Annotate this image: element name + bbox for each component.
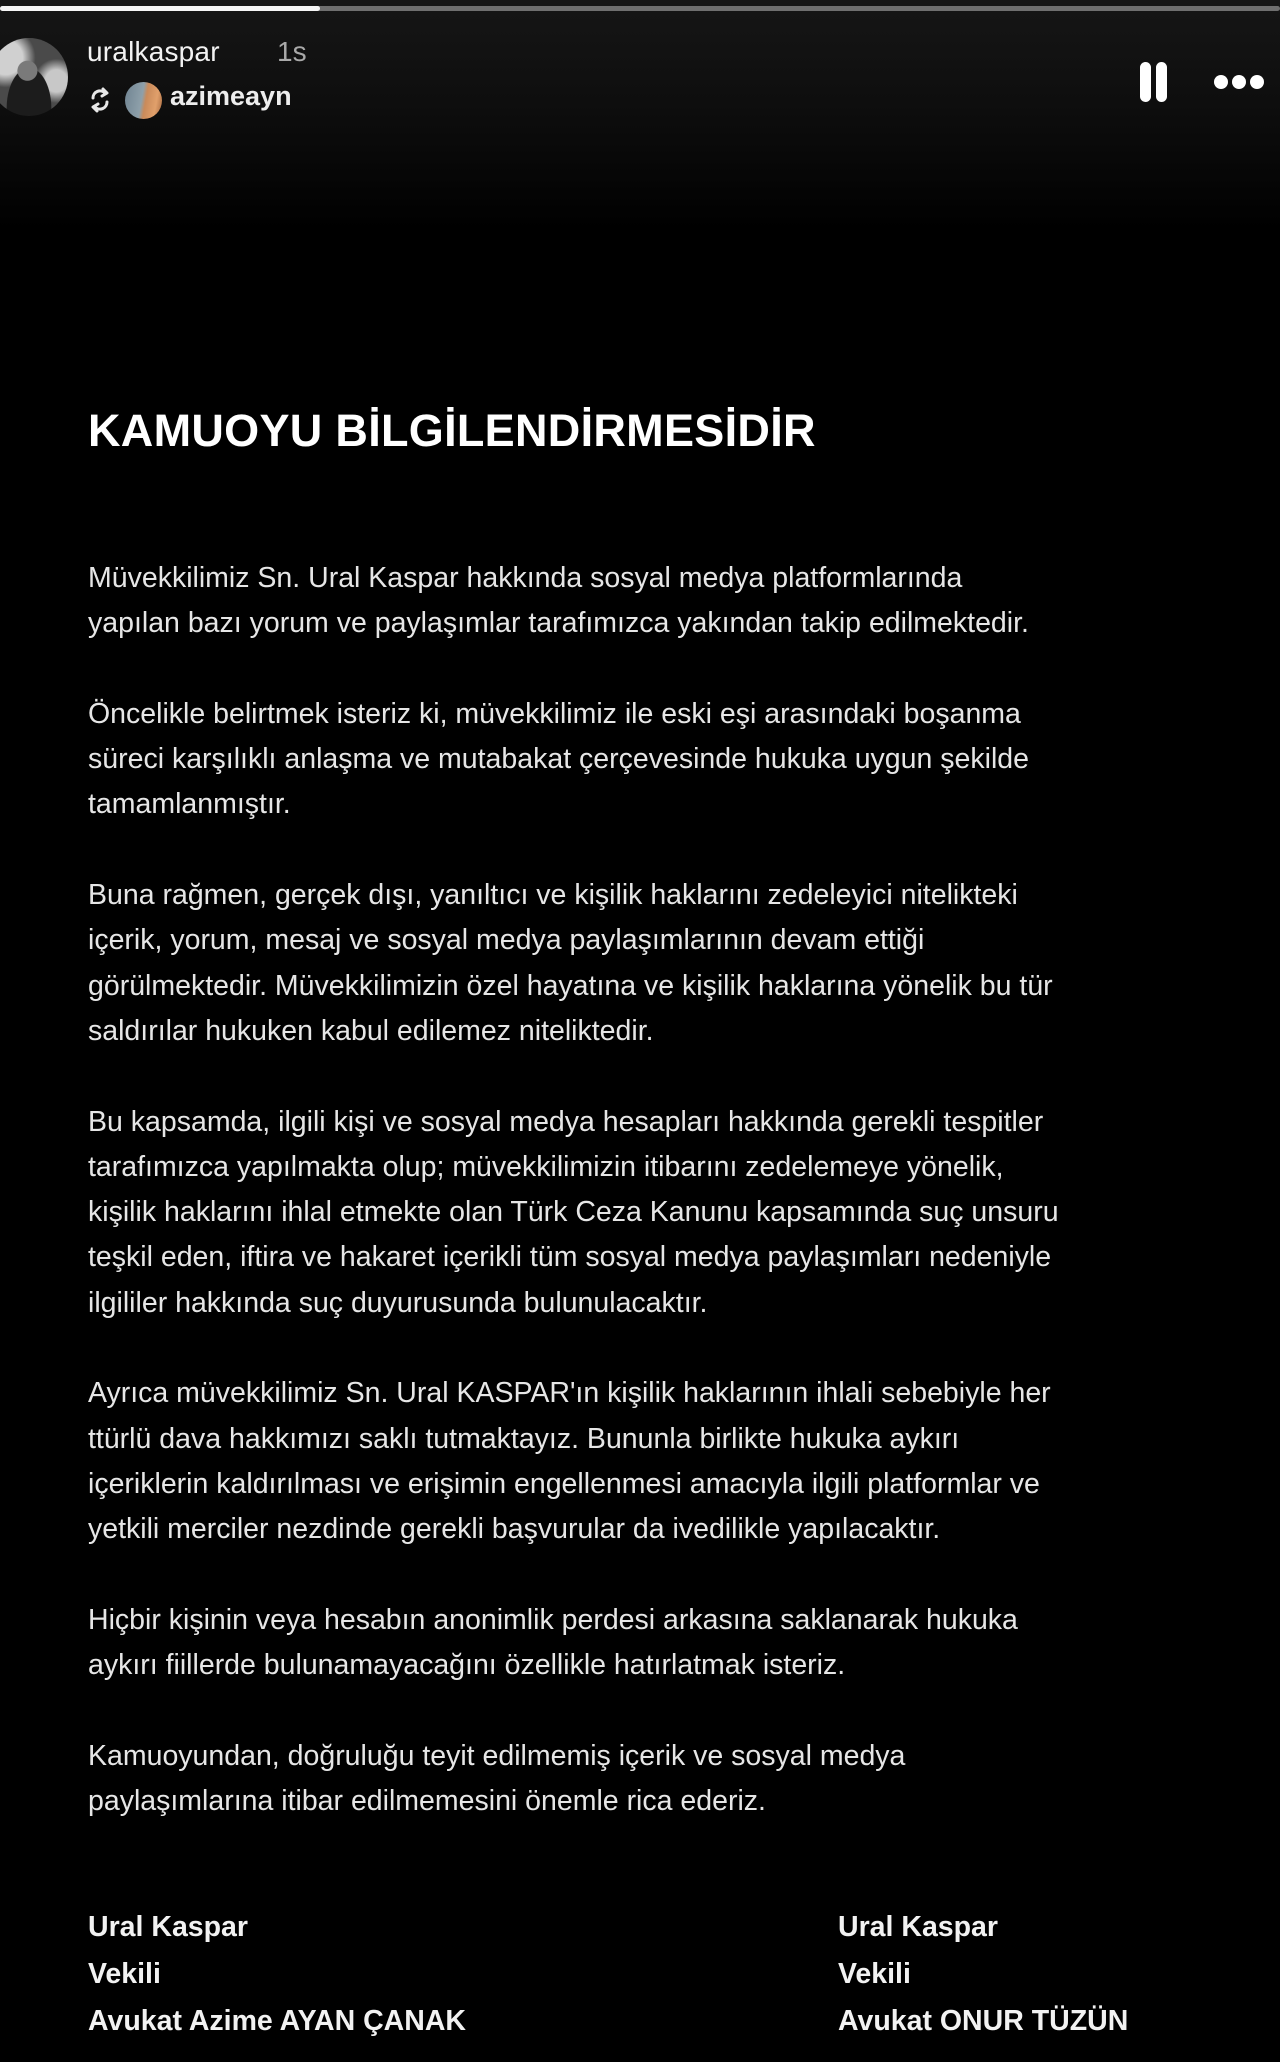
username-link[interactable]: uralkaspar (87, 36, 220, 67)
text-line: Buna rağmen, gerçek dışı, yanıltıcı ve kişilik haklarını zedeleyici nitelikteki (88, 879, 1018, 912)
text-line: Kamuoyundan, doğruluğu teyit edilmemiş içerik ve sosyal medya (88, 1739, 906, 1772)
text-line: süreci karşılıklı anlaşma ve mutabakat çerçevesinde hukuka uygun şekilde (88, 743, 1029, 776)
text-line: ttürlü dava hakkımızı saklı tutmaktayız. Bununla birlikte hukuka aykırı (88, 1422, 960, 1455)
text-line: kişilik haklarını ihlal etmekte olan Türk Ceza Kanunu kapsamında suç unsuru (88, 1196, 1059, 1229)
more-horizontal-icon (1214, 75, 1228, 89)
statement-body (88, 556, 1208, 1870)
paragraph-1 (88, 556, 1208, 647)
pause-icon (1156, 62, 1167, 102)
text-line: teşkil eden, iftira ve hakaret içerikli tüm sosyal medya paylaşımları nedeniyle (88, 1241, 1052, 1274)
text-line: Ayrıca müvekkilimiz Sn. Ural KASPAR'ın kişilik haklarının ihlali sebebiyle her (88, 1377, 1051, 1410)
more-options-button[interactable] (1210, 70, 1270, 94)
story-progress-fill (0, 6, 320, 11)
more-horizontal-icon (1250, 75, 1264, 89)
story-progress-bar (0, 6, 1280, 11)
text-line: saldırılar hukuken kabul edilemez niteliktedir. (88, 1014, 654, 1047)
text-line: içerik, yorum, mesaj ve sosyal medya paylaşımlarının devam ettiği (88, 924, 925, 957)
reposter-avatar[interactable] (125, 82, 162, 119)
story-timestamp: 1s (277, 36, 307, 67)
text-line: yapılan bazı yorum ve paylaşımlar tarafımızca yakından takip edilmektedir. (88, 607, 1029, 640)
paragraph-5 (88, 1371, 1208, 1552)
text-line: paylaşımlarına itibar edilmemesini önemle rica ederiz. (88, 1785, 766, 1818)
text-line: aykırı fiillerde bulunamayacağını özellikle hatırlatmak isteriz. (88, 1649, 846, 1682)
signature-attorney: Avukat Azime AYAN ÇANAK (88, 2005, 466, 2037)
pause-icon (1140, 62, 1151, 102)
reposter-username-link[interactable]: azimeayn (170, 81, 292, 111)
signature-role: Vekili (838, 1958, 911, 1990)
pause-button[interactable] (1136, 60, 1172, 104)
text-line: tamamlanmıştır. (88, 788, 291, 821)
paragraph-7 (88, 1734, 1208, 1825)
text-line: Öncelikle belirtmek isteriz ki, müvekkilimiz ile eski eşi arasındaki boşanma (88, 697, 1021, 730)
text-line: ilgililer hakkında suç duyurusunda bulunulacaktır. (88, 1286, 708, 1319)
paragraph-3 (88, 873, 1208, 1054)
more-horizontal-icon (1232, 75, 1246, 89)
signature-attorney: Avukat ONUR TÜZÜN (838, 2005, 1129, 2037)
statement-title: KAMUOYU BİLGİLENDİRMESİDİR (88, 405, 816, 456)
text-line: içeriklerin kaldırılması ve erişimin engellenmesi amacıyla ilgili platformlar ve (88, 1467, 1040, 1500)
signature-block-right (838, 1904, 1128, 2045)
signature-client: Ural Kaspar (88, 1911, 248, 1943)
paragraph-2 (88, 692, 1208, 828)
text-line: yetkili merciler nezdinde gerekli başvurular da ivedilikle yapılacaktır. (88, 1513, 941, 1546)
header-gradient (0, 0, 1280, 230)
repost-icon (86, 86, 114, 114)
paragraph-6 (88, 1598, 1208, 1689)
paragraph-4 (88, 1100, 1208, 1326)
signature-client: Ural Kaspar (838, 1911, 998, 1943)
signature-block-left (88, 1904, 466, 2045)
text-line: Müvekkilimiz Sn. Ural Kaspar hakkında sosyal medya platformlarında (88, 562, 963, 594)
text-line: Hiçbir kişinin veya hesabın anonimlik perdesi arkasına saklanarak hukuka (88, 1603, 1018, 1636)
text-line: görülmektedir. Müvekkilimizin özel hayatına ve kişilik haklarına yönelik bu tür (88, 969, 1053, 1002)
text-line: Bu kapsamda, ilgili kişi ve sosyal medya hesapları hakkında gerekli tespitler (88, 1105, 1044, 1138)
text-line: tarafımızca yapılmakta olup; müvekkilimizin itibarını zedelemeye yönelik, (88, 1150, 1004, 1183)
signature-role: Vekili (88, 1958, 161, 1990)
